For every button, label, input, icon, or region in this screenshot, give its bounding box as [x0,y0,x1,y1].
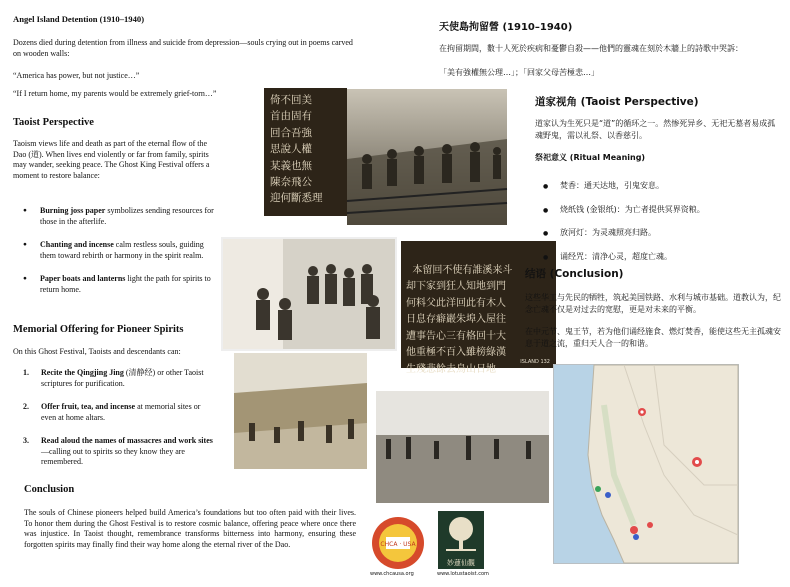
lotus-name: 妙蓮仙觀 [447,559,475,567]
conclusion-heading: Conclusion [24,484,75,495]
map-pin-red[interactable] [638,408,646,416]
memorial-intro: On this Ghost Festival, Taoists and descendants can: [13,347,181,356]
memorial-steps [13,368,214,481]
zh-conclusion-heading: 结语 (Conclusion) [525,268,624,280]
zh-quotes: 「美有強權無公理…」；「回家父母苦極悲…」 [439,68,599,77]
chca-url: www.chcausa.org [370,571,414,577]
zh-conclusion-p1: 这些华工与先民的牺牲，筑起美国铁路、水利与城市基础。道教认为，纪念亡魂不仅是对过去的宽慰，更是对未来的平衡。 [525,293,781,314]
railroad-workers-image [347,89,507,225]
list-item: 3. Read aloud the names of massacres and work sites—calling out to spirits so they know they are remembered. [23,436,213,466]
field-laborers-image [376,391,549,503]
detention-room-image [223,239,395,349]
zh-ritual-heading: 祭祀意义 (Ritual Meaning) [535,153,646,162]
zh-taoist-body: 道家认为生死只是“道”的循环之一。然惨死异乡、无祀无墓者易成孤魂野鬼，需以礼祭、以香慈引。 [535,119,776,140]
list-item: ● Chanting and incense calm restless souls, guiding them toward rebirth or harmony in the spirit realm. [13,240,215,261]
zh-conclusion-p2: 在中元节、鬼王节，若为他们诵经施食、燃灯焚香，能使这些无主孤魂安息于道之流，重归天人合一的和谐。 [525,327,781,348]
railroad-workers-photo [347,89,507,225]
chca-emblem [367,515,429,571]
angel-island-title: Angel Island Detention (1910–1940) [13,14,145,24]
poem-calligraphy-panel: 倚不回美 首由固有 回合吾強 思說人權 某義也無 陳奈飛公 迎何斷悉理 [264,88,347,216]
map-pin-red[interactable] [647,522,653,528]
zh-taoist-heading: 道家视角 (Taoist Perspective) [535,96,699,108]
zh-ritual-list [535,180,775,274]
list-item: ● 诵经咒：清净心灵，超度亡魂。 [535,251,775,263]
list-item: ● Paper boats and lanterns light the path for spirits to return home. [13,274,215,295]
map-pin-red[interactable] [692,457,702,467]
taoist-perspective-body: Taoism views life and death as part of the eternal flow of the Dao (道). When lives end violently or far from family, spirits may wander, seeking peace. The Ghost King Festival offers a moment to restore balance: [13,139,210,180]
taoist-bullet-list [13,206,215,308]
wall-poem-text: 本留回不使有誰溪来斗 却下家到狂人知地到門 何料父此洋回此有木人 日息存癖巖朱埠入屋往 遭事告心三有格回十大 他重極不百入雖榜綠漢 生殘悲餘去鳥山日地 [406,264,513,375]
list-item: ● Burning joss paper symbolizes sending resources for those in the afterlife. [13,206,215,227]
memorial-sites-map[interactable] [553,364,739,564]
chca-logo [367,515,429,575]
map-graphic [554,365,738,563]
angel-island-intro: Dozens died during detention from illness and suicide from depression—souls crying out in poems carved on wooden walls: [13,38,353,58]
workers-field-photo [234,353,367,469]
quote-one: “America has power, but not justice…” [13,71,140,80]
detention-room-photo [221,237,397,351]
list-item: 2. Offer fruit, tea, and incense at memorial sites or even at home altars. [23,402,201,422]
conclusion-body: The souls of Chinese pioneers helped build America’s foundations but too often paid with their lives. To honor them during the Ghost Festival is to restore cosmic balance, offering peace where once there was injustice. In Taoist thought, remembrance transforms bitterness into harmony, ensuring these forgotten spirits may finally find their way home along the eternal river of the Dao. [24,508,356,549]
list-item: ● 焚香：通天达地，引鬼安息。 [535,180,775,192]
taoist-perspective-heading: Taoist Perspective [13,117,94,128]
list-item: 1. Recite the Qingjing Jing (清静经) or other Taoist scriptures for purification. [23,368,204,388]
list-item: ● 烧纸钱 (金银纸)：为亡者提供冥界资粮。 [535,204,775,216]
map-pin-green[interactable] [595,486,601,492]
zh-angel-island-intro: 在拘留期間，數十人死於疾病和憂鬱自殺——他們的靈魂在刻於木牆上的詩歌中哭訴： [439,44,743,53]
zh-angel-island-title: 天使島拘留營 (1910–1940) [439,22,573,33]
workers-field-image [234,353,367,469]
chca-logo-text: CHCA · USA [380,541,416,548]
map-pin-blue[interactable] [605,492,611,498]
field-laborers-photo [376,391,549,503]
memorial-heading: Memorial Offering for Pioneer Spirits [13,324,184,335]
quote-two: “If I return home, my parents would be extremely grief-torn…” [13,89,217,98]
lotus-tree-icon [438,511,484,557]
list-item: ● 放河灯：为灵魂照亮归路。 [535,227,775,239]
lotus-url: www.lotustaoist.com [437,571,489,577]
photo-caption: ISLAND 132 [520,359,550,365]
lotus-taoist-logo [438,511,484,569]
